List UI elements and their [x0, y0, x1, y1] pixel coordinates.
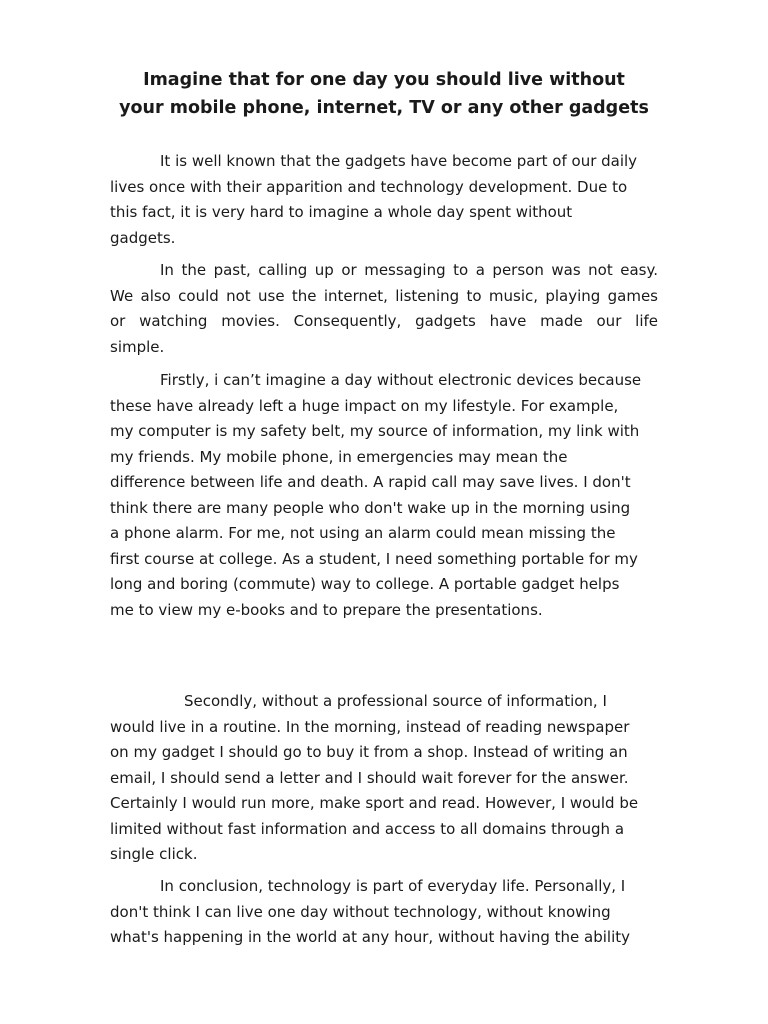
paragraph-secondly	[110, 689, 658, 868]
paragraph-line: simple.	[110, 337, 165, 356]
paragraph-line: difference between life and death. A rapid call may save lives. I don't	[110, 473, 631, 491]
paragraph-line: me to view my e-books and to prepare the presentations.	[110, 600, 543, 619]
paragraph-line: my computer is my safety belt, my source of information, my link with	[110, 422, 640, 440]
paragraph-line: gadgets.	[110, 228, 176, 247]
title-line-1: Imagine that for one day you should live without	[143, 70, 625, 90]
paragraph-line: would live in a routine. In the morning, instead of reading newspaper	[110, 717, 630, 736]
paragraph-line: on my gadget I should go to buy it from a shop. Instead of writing an	[110, 743, 628, 761]
paragraph-line: email, I should send a letter and I should wait forever for the answer.	[110, 768, 629, 787]
paragraph-line: these have already left a huge impact on my lifestyle. For example,	[110, 396, 619, 415]
title-line-2: your mobile phone, internet, TV or any other gadgets	[119, 98, 649, 118]
paragraph-introduction	[110, 149, 658, 251]
paragraph-line: my friends. My mobile phone, in emergencies may mean the	[110, 447, 568, 466]
paragraph-line: We also could not use the internet, listening to music, playing games	[110, 286, 658, 305]
paragraph-firstly	[110, 368, 658, 623]
paragraph-line: a phone alarm. For me, not using an alarm could mean missing the	[110, 524, 616, 542]
paragraph-line: Certainly I would run more, make sport and read. However, I would be	[110, 794, 639, 812]
paragraph-line: what's happening in the world at any hour, without having the ability	[110, 928, 631, 946]
paragraph-line: In the past, calling up or messaging to a person was not easy.	[160, 261, 658, 279]
paragraph-line: Firstly, i can’t imagine a day without electronic devices because	[160, 371, 642, 389]
paragraph-line: think there are many people who don't wake up in the morning using	[110, 498, 631, 517]
paragraph-conclusion	[110, 874, 658, 951]
paragraph-line: Secondly, without a professional source of information, I	[184, 692, 607, 710]
paragraph-line: long and boring (commute) way to college. A portable gadget helps	[110, 575, 620, 593]
paragraph-line: It is well known that the gadgets have become part of our daily	[160, 152, 638, 170]
paragraph-line: don't think I can live one day without technology, without knowing	[110, 902, 611, 921]
paragraph-line: lives once with their apparition and technology development. Due to	[110, 177, 628, 196]
paragraph-line: this fact, it is very hard to imagine a whole day spent without	[110, 203, 573, 221]
paragraph-line: or watching movies. Consequently, gadgets have made our life	[110, 312, 658, 330]
paragraph-past	[110, 258, 658, 360]
paragraph-line: In conclusion, technology is part of everyday life. Personally, I	[160, 877, 626, 895]
document-title	[100, 66, 668, 122]
paragraph-line: limited without fast information and access to all domains through a	[110, 819, 625, 838]
paragraph-line: single click.	[110, 845, 198, 863]
paragraph-line: first course at college. As a student, I need something portable for my	[110, 549, 638, 568]
